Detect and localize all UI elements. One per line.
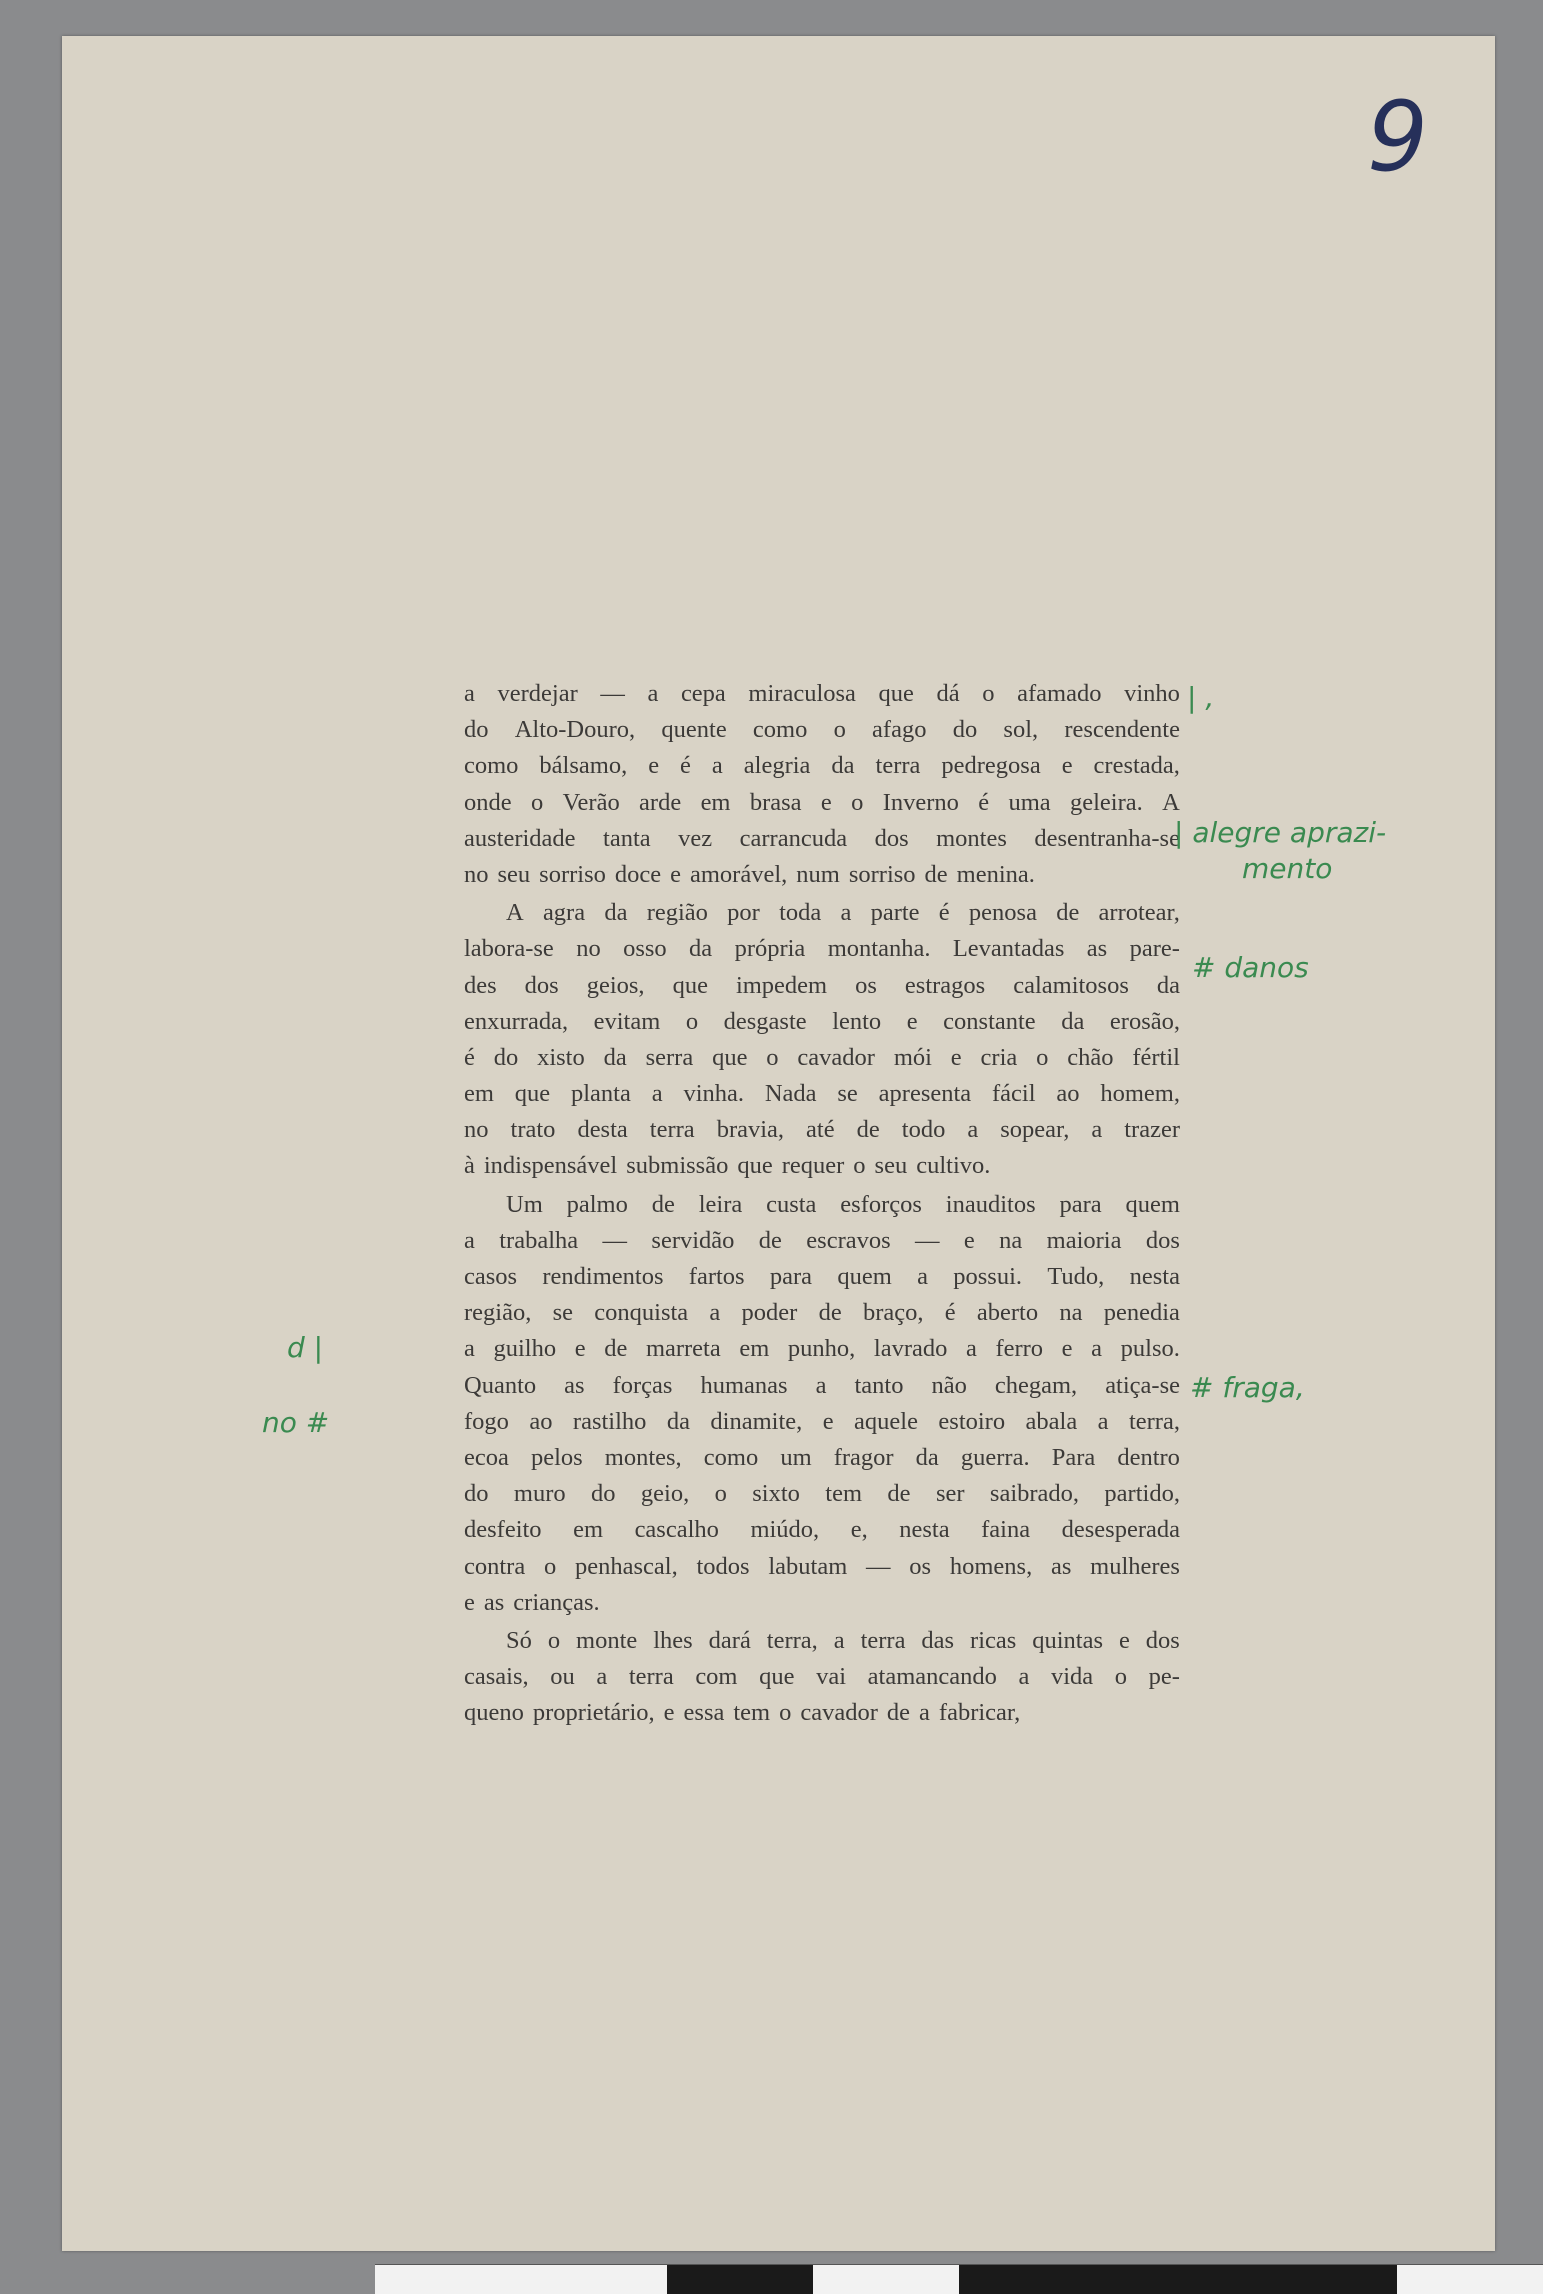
text-line: a verdejar — a cepa miraculosa que dá o afamado vinho [464,680,1180,707]
text-line: à indispensável submissão que requer o seu cultivo. [464,1152,991,1180]
margin-note-right: mento [1242,852,1333,885]
text-line: região, se conquista a poder de braço, é aberto na penedia [464,1299,1180,1327]
text-line: no seu sorriso doce e amorável, num sorriso de menina. [464,860,1035,888]
text-line: a trabalha — servidão de escravos — e na maioria dos [464,1226,1180,1254]
text-line: ecoa pelos montes, como um fragor da guerra. Para dentro [464,1443,1180,1471]
text-line: contra o penhascal, todos labutam — os homens, as mulheres [464,1552,1180,1580]
text-line: e as crianças. [464,1588,600,1616]
text-line: des dos geios, que impedem os estragos calamitosos da [464,971,1180,999]
text-line: casais, ou a terra com que vai atamancando a vida o pe- [464,1663,1180,1691]
text-line: A agra da região por toda a parte é penosa de arrotear, [506,899,1180,927]
text-line: labora-se no osso da própria montanha. Levantadas as pare- [464,935,1180,963]
text-line: Só o monte lhes dará terra, a terra das ricas quintas e dos [506,1626,1180,1654]
text-line: no trato desta terra bravia, até de todo a sopear, a trazer [464,1116,1180,1144]
text-line: do muro do geio, o sixto tem de ser saibrado, partido, [464,1480,1180,1508]
margin-note-left: no # [262,1406,330,1439]
manuscript-page [62,36,1495,2251]
text-line: fogo ao rastilho da dinamite, e aquele estoiro abala a terra, [464,1407,1180,1435]
page-folio-number: 9 [1367,81,1429,193]
text-line: enxurrada, evitam o desgaste lento e constante da erosão, [464,1007,1180,1035]
text-line: é do xisto da serra que o cavador mói e cria o chão fértil [464,1043,1180,1071]
margin-note-right: | alegre aprazi- [1174,816,1387,849]
margin-note-left: d | [287,1331,324,1364]
text-line: casos rendimentos fartos para quem a possui. Tudo, nesta [464,1263,1180,1290]
text-line: a guilho e de marreta em punho, lavrado a ferro e a pulso. [464,1335,1180,1363]
margin-note-right: # danos [1192,951,1309,984]
text-line: onde o Verão arde em brasa e o Inverno é uma geleira. A [464,788,1180,816]
text-line: desfeito em cascalho miúdo, e, nesta faina desesperada [464,1516,1180,1544]
text-line: em que planta a vinha. Nada se apresenta fácil ao homem, [464,1080,1180,1108]
text-line: Um palmo de leira custa esforços inauditos para quem [506,1190,1180,1218]
text-line: como bálsamo, e é a alegria da terra pedregosa e crestada, [464,752,1180,780]
measurement-scale [375,2264,1543,2294]
text-line: do Alto-Douro, quente como o afago do sol, rescendente [464,716,1180,744]
margin-note-right: | , [1187,681,1215,714]
margin-note-right: # fraga, [1190,1371,1305,1404]
body-text [464,676,1180,1733]
text-line: queno proprietário, e essa tem o cavador de a fabricar, [464,1699,1021,1727]
text-line: Quanto as forças humanas a tanto não chegam, atiça-se [464,1371,1180,1399]
text-line: austeridade tanta vez carrancuda dos montes desentranha-se [464,824,1180,852]
